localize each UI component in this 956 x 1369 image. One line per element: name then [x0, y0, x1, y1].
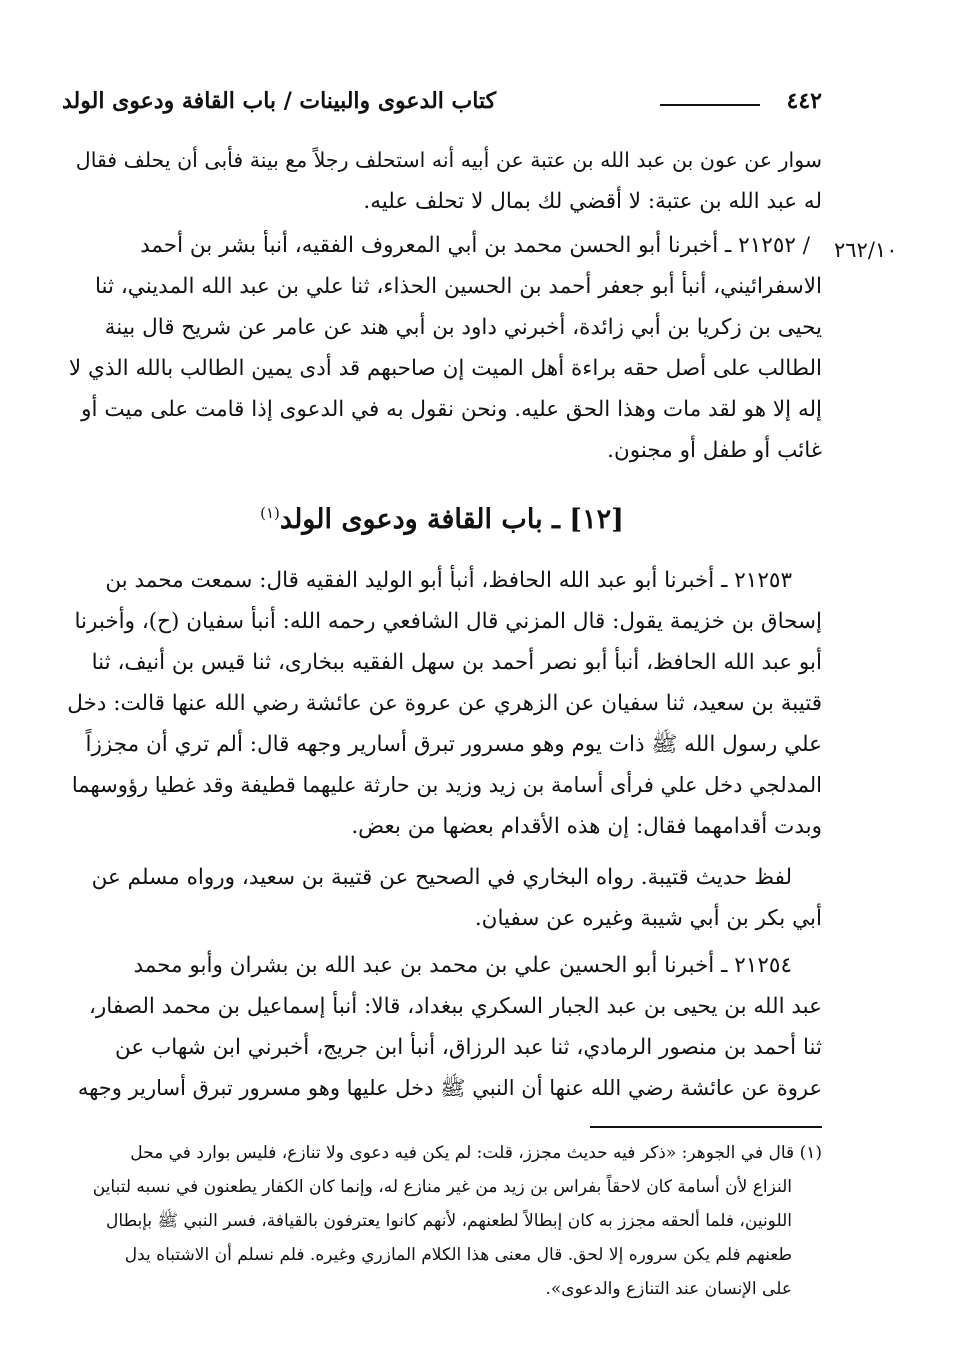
text-line: ٢١٢٥٣ ـ أخبرنا أبو عبد الله الحافظ، أنبأ أبو الوليد الفقيه قال: سمعت محمد بن: [105, 568, 792, 593]
text-line: علي رسول الله ﷺ ذات يوم وهو مسرور تبرق أسارير وجهه قال: ألم تري أن مجززاً: [85, 732, 822, 757]
running-header: [62, 86, 822, 122]
footnote-separator: [590, 1126, 822, 1128]
text-line: إسحاق بن خزيمة يقول: قال المزني قال الشافعي رحمه الله: أنبأ سفيان (ح)، وأخبرنا: [74, 609, 822, 634]
text-line: إله إلا هو لقد مات وهذا الحق عليه. ونحن نقول به في الدعوى إذا قامت على ميت أو: [81, 397, 822, 422]
text-line: الاسفرائيني، أنبأ أبو جعفر أحمد بن الحسين الحذاء، ثنا علي بن عبد الله المديني، ثنا: [94, 274, 822, 299]
footnote-line: على الإنسان عند التنازع والدعوى».: [545, 1279, 792, 1299]
running-title: كتاب الدعوى والبينات / باب القافة ودعوى الولد: [62, 88, 497, 114]
text-line: أبو عبد الله الحافظ، أنبأ أبو نصر أحمد بن سهل الفقيه ببخارى، ثنا قيس بن أنيف، ثنا: [91, 650, 822, 675]
chapter-title: [١٢] ـ باب القافة ودعوى الولد: [279, 504, 624, 535]
footnote-line: النزاع لأن أسامة كان لاحقاً بفراس بن زيد من غير منازع له، وإنما كان الكفار يطعنون في نسبه لتباين: [92, 1177, 792, 1197]
paragraph-hadith-21252: [62, 225, 822, 471]
footnote-line: (١) قال في الجوهر: «ذكر فيه حديث مجزز، قلت: لم يكن فيه دعوى ولا تنازع، فليس بوارد في محل: [130, 1143, 822, 1163]
text-line: سوار عن عون بن عبد الله بن عتبة عن أبيه أنه استحلف رجلاً مع بينة فأبى أن يحلف فقال: [75, 148, 822, 172]
text-line: لفظ حديث قتيبة. رواه البخاري في الصحيح عن قتيبة بن سعيد، ورواه مسلم عن: [91, 865, 792, 890]
paragraph-hadith-21253: [62, 560, 822, 847]
text-line: يحيى بن زكريا بن أبي زائدة، أخبرني داود بن أبي هند عن عامر عن شريح قال بينة: [104, 315, 822, 340]
paragraph-continuation: [62, 140, 822, 222]
text-line: ثنا أحمد بن منصور الرمادي، ثنا عبد الرزاق، أنبأ ابن جريج، أخبرني ابن شهاب عن: [115, 1035, 822, 1060]
footnote-line: طعنهم فلم يكن سروره إلا لحق. قال معنى هذا الكلام المازري وغيره. فلم نسلم أن الاشتباه يدل: [124, 1245, 792, 1265]
paragraph-hadith-21254: [62, 945, 822, 1109]
margin-reference: ٢٦٢/١٠: [834, 238, 898, 262]
paragraph-attribution: [62, 857, 822, 939]
text-line: وبدت أقدامهما فقال: إن هذه الأقدام بعضها من بعض.: [351, 814, 822, 839]
text-line: أبي بكر بن أبي شيبة وغيره عن سفيان.: [474, 906, 822, 931]
header-rule: [660, 104, 760, 106]
text-line: المدلجي دخل علي فرأى أسامة بن زيد وزيد بن حارثة عليهما قطيفة وقد غطيا رؤوسهما: [71, 773, 822, 797]
text-line: عبد الله بن يحيى بن عبد الجبار السكري ببغداد، قالا: أنبأ إسماعيل بن محمد الصفار،: [88, 994, 822, 1019]
text-line: عروة عن عائشة رضي الله عنها أن النبي ﷺ دخل عليها وهو مسرور تبرق أسارير وجهه: [77, 1076, 822, 1100]
page-number: ٤٤٢: [786, 88, 822, 114]
text-line: له عبد الله بن عتبة: لا أقضي لك بمال لا تحلف عليه.: [363, 189, 822, 214]
footnote-line: اللونين، فلما ألحقه مجزز به كان إبطالاً لطعنهم، لأنهم كانوا يعترفون بالقيافة، فسر النبي ﷺ بإبطال: [106, 1211, 792, 1231]
text-line: / ٢١٢٥٢ ـ أخبرنا أبو الحسن محمد بن أبي المعروف الفقيه، أنبأ بشر بن أحمد: [140, 233, 810, 258]
footnote-marker: (١): [260, 504, 280, 522]
text-line: ٢١٢٥٤ ـ أخبرنا أبو الحسين علي بن محمد بن عبد الله بن بشران وأبو محمد: [133, 953, 792, 978]
text-line: غائب أو طفل أو مجنون.: [607, 438, 822, 463]
footnote-block: [62, 1136, 822, 1306]
text-line: قتيبة بن سعيد، ثنا سفيان عن الزهري عن عروة عن عائشة رضي الله عنها قالت: دخل: [67, 691, 822, 716]
chapter-heading: [62, 504, 822, 535]
text-line: الطالب على أصل حقه براءة أهل الميت إن صاحبهم قد أدى يمين الطالب بالله الذي لا: [68, 356, 822, 381]
